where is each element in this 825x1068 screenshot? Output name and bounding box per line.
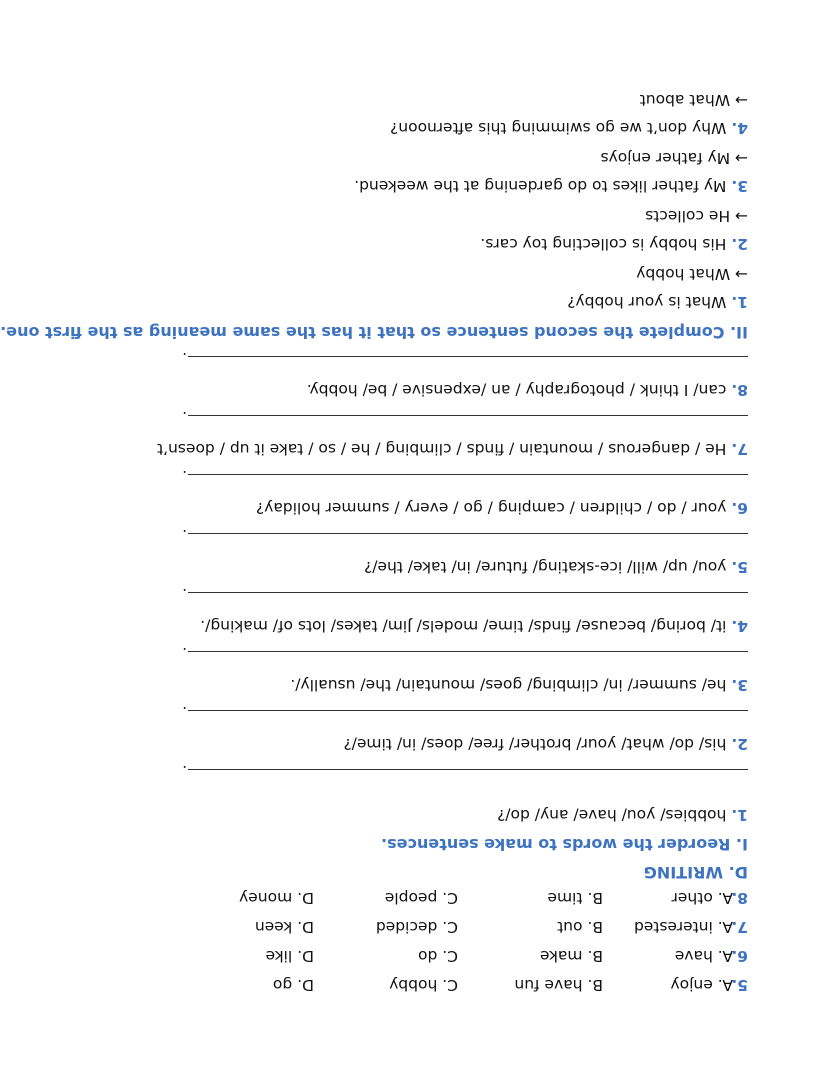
mcq-option: C. hobby <box>389 976 458 994</box>
item-text: can/ I think / photography / an /expensive / be/ hobby. <box>306 381 727 399</box>
rewrite-item-4 <box>390 118 748 138</box>
line-end-dot: . <box>182 644 187 662</box>
line-end-dot: . <box>182 467 187 485</box>
mcq-option: B. time <box>547 889 603 907</box>
arrow-icon: → <box>735 149 748 167</box>
section-heading-writing: D. WRITING <box>643 863 748 882</box>
item-number: 8. <box>731 381 748 399</box>
mcq-option: D. like <box>265 947 314 965</box>
mcq-option: D. keen <box>254 918 314 936</box>
item-number: 1. <box>731 806 748 824</box>
mcq-row-8 <box>731 888 748 908</box>
item-text: Why don’t we go swimming this afternoon? <box>390 119 727 137</box>
reorder-item-4 <box>200 616 748 636</box>
rewrite-item-1 <box>567 292 748 312</box>
answer-line-7[interactable] <box>188 415 748 416</box>
answer-line-6[interactable] <box>188 474 748 475</box>
rewrite-item-3 <box>354 176 748 196</box>
reorder-item-8 <box>307 380 748 400</box>
rewrite-answer-3 <box>600 148 748 168</box>
item-text: your / do / children / camping / go / every / summer holiday? <box>255 499 727 517</box>
item-text: He / dangerous / mountain / finds / climbing / he / so / take it up / doesn’t <box>157 440 727 458</box>
mcq-number: 6. <box>731 947 748 965</box>
reorder-item-1 <box>497 805 748 825</box>
answer-line-2[interactable] <box>188 710 748 711</box>
item-number: 3. <box>731 177 748 195</box>
line-end-dot: . <box>182 703 187 721</box>
item-number: 7. <box>731 440 748 458</box>
answer-prompt: What about <box>639 91 731 109</box>
item-number: 2. <box>731 235 748 253</box>
item-number: 4. <box>731 617 748 635</box>
part-2-title: II. Complete the second sentence so that it has the same meaning as the first one. <box>0 323 748 342</box>
mcq-option: B. have fun <box>514 976 603 994</box>
mcq-option: B. make <box>539 947 603 965</box>
arrow-icon: → <box>735 91 748 109</box>
item-text: you/ up/ will/ ice-skating/ future/ in/ take/ the/? <box>364 558 727 576</box>
part-1-title: I. Reorder the words to make sentences. <box>381 835 748 854</box>
rewrite-answer-2 <box>645 206 748 226</box>
mcq-option: D. go <box>272 976 314 994</box>
item-text: His hobby is collecting toy cars. <box>480 235 727 253</box>
rewrite-answer-1 <box>636 264 748 284</box>
item-number: 6. <box>731 499 748 517</box>
item-number: 1. <box>731 293 748 311</box>
item-text: What is your hobby? <box>567 293 727 311</box>
answer-line-3[interactable] <box>188 651 748 652</box>
answer-line-4[interactable] <box>188 592 748 593</box>
line-end-dot: . <box>182 408 187 426</box>
answer-prompt: What hobby <box>636 265 731 283</box>
mcq-row-6 <box>731 946 748 966</box>
line-end-dot: . <box>182 526 187 544</box>
mcq-option: B. out <box>557 918 603 936</box>
line-end-dot: . <box>182 762 187 780</box>
line-end-dot: . <box>182 349 187 367</box>
item-number: 3. <box>731 676 748 694</box>
mcq-option: C. decided <box>375 918 458 936</box>
item-number: 5. <box>731 558 748 576</box>
item-text: it/ boring/ because/ finds/ time/ models/ Jim/ takes/ lots of/ making/. <box>200 617 727 635</box>
arrow-icon: → <box>735 265 748 283</box>
mcq-option: A. enjoy <box>670 976 733 994</box>
answer-prompt: My father enjoys <box>600 149 731 167</box>
item-text: he/ summer/ in/ climbing/ goes/ mountain/ the/ usually/. <box>290 676 727 694</box>
mcq-row-7 <box>731 917 748 937</box>
reorder-item-3 <box>290 675 748 695</box>
line-end-dot: . <box>182 585 187 603</box>
mcq-option: D. money <box>239 889 314 907</box>
item-number: 4. <box>731 119 748 137</box>
item-number: 2. <box>731 735 748 753</box>
mcq-number: 7. <box>731 918 748 936</box>
item-text: hobbies/ you/ have/ any/ do/? <box>497 806 727 824</box>
answer-line-8[interactable] <box>188 356 748 357</box>
mcq-row-5 <box>731 975 748 995</box>
mcq-number: 5. <box>731 976 748 994</box>
reorder-item-6 <box>256 498 748 518</box>
item-text: his/ do/ what/ your/ brother/ free/ does/ in/ time/? <box>343 735 727 753</box>
mcq-option: A. other <box>671 889 733 907</box>
mcq-number: 8. <box>731 889 748 907</box>
mcq-option: C. people <box>384 889 458 907</box>
reorder-item-5 <box>364 557 748 577</box>
item-text: My father likes to do gardening at the weekend. <box>354 177 727 195</box>
answer-line-5[interactable] <box>188 533 748 534</box>
answer-prompt: He collects <box>645 207 731 225</box>
mcq-option: A. interested <box>633 918 733 936</box>
arrow-icon: → <box>735 207 748 225</box>
rewrite-answer-4 <box>640 90 748 110</box>
answer-line-1[interactable] <box>188 769 748 770</box>
reorder-item-2 <box>343 734 748 754</box>
rewrite-item-2 <box>480 234 748 254</box>
mcq-option: A. have <box>674 947 733 965</box>
mcq-option: C. do <box>418 947 458 965</box>
reorder-item-7 <box>157 439 748 459</box>
